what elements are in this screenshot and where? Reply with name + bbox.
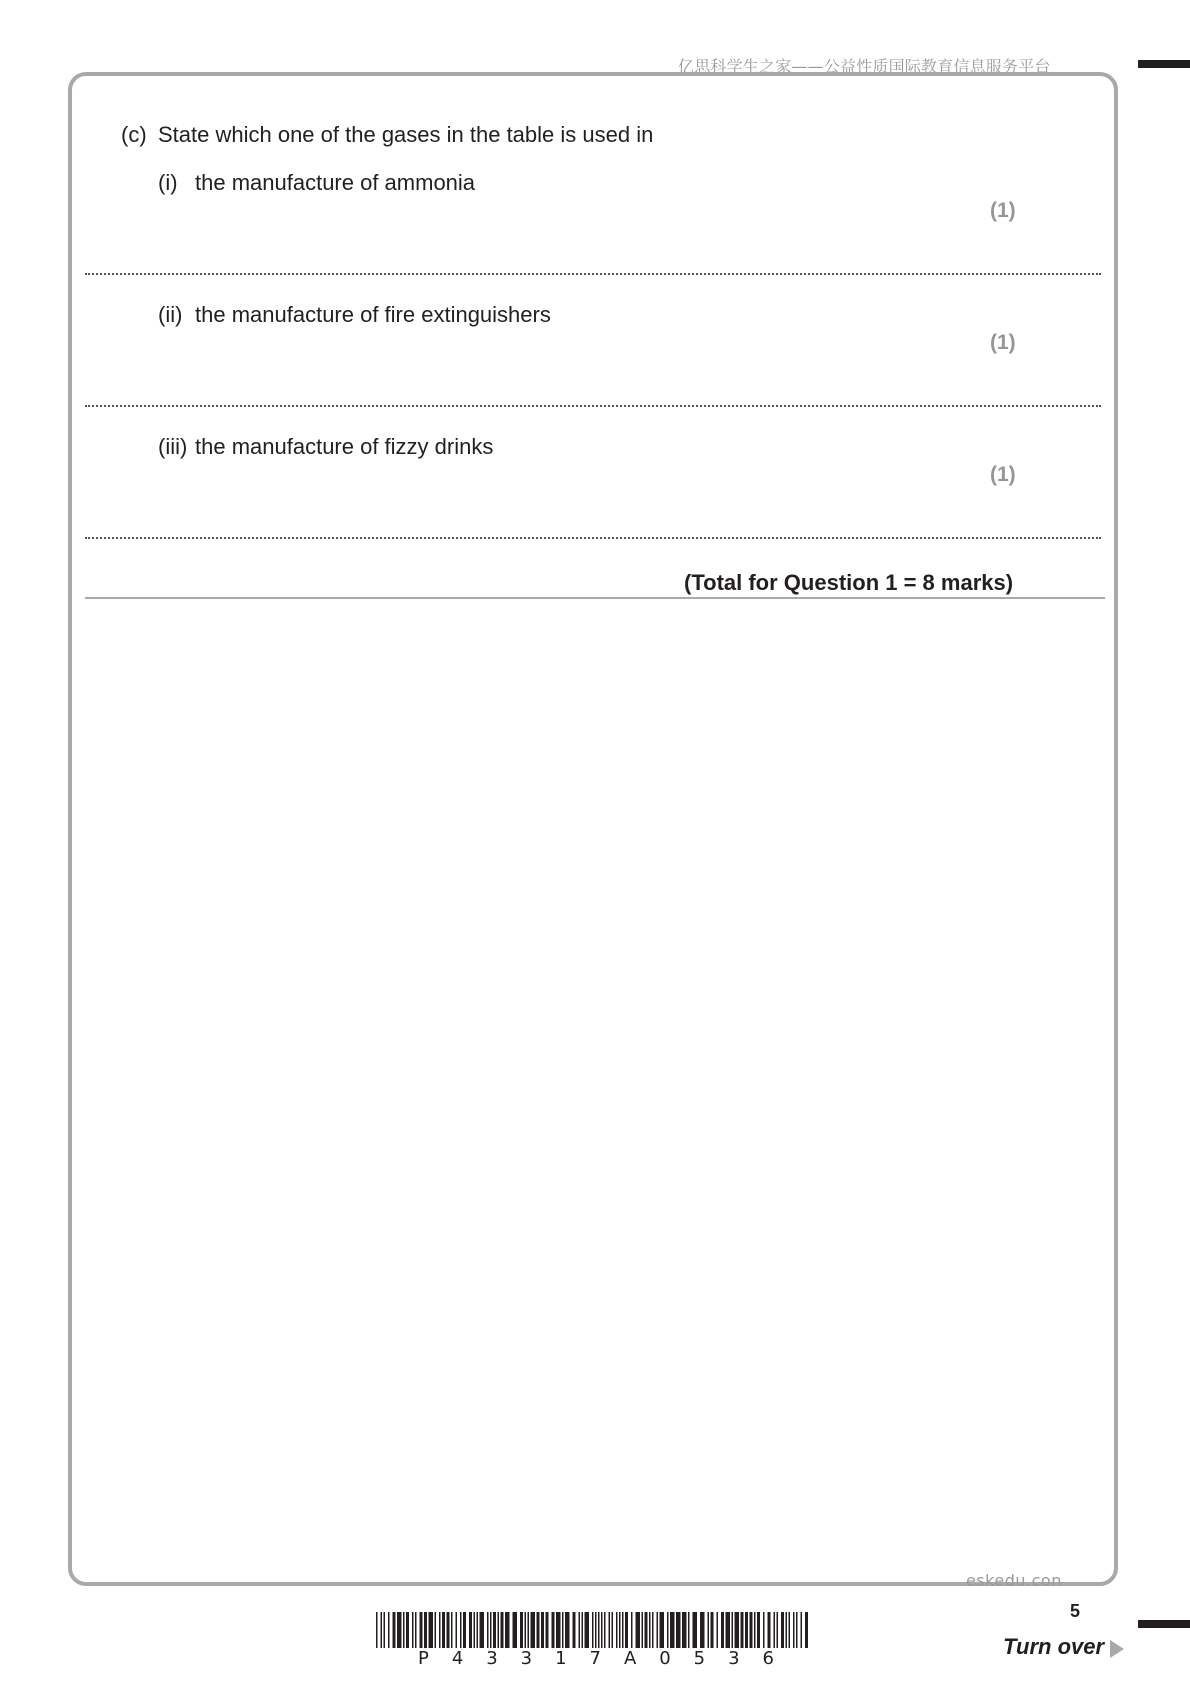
item-label-i: (i) [158,170,178,195]
item-label-ii: (ii) [158,302,183,327]
item-text-i: the manufacture of ammonia [195,170,476,195]
barcode-bar [490,1612,492,1648]
barcode-bar [796,1612,798,1648]
barcode-bar [520,1612,523,1648]
barcode-bar [801,1612,803,1648]
item-label-iii: (iii) [158,434,188,459]
barcode-bar [513,1612,518,1648]
question-stem: State which one of the gases in the table is used in [158,122,654,147]
barcode-char: P [418,1648,429,1669]
barcode-bar [456,1612,458,1648]
barcode-bar [642,1612,644,1648]
barcode-bar [622,1612,624,1648]
barcode-bar [717,1612,719,1648]
barcode-bar [616,1612,618,1648]
barcode-bar [406,1612,409,1648]
barcode-bar [582,1612,584,1648]
barcode-bar [649,1612,651,1648]
barcode-bar [781,1612,784,1648]
barcode-bar [741,1612,744,1648]
barcode-bar [579,1612,581,1648]
turn-over-label: Turn over [1003,1634,1105,1659]
barcode-bar [670,1612,675,1648]
barcode-bar [721,1612,724,1648]
barcode-char: 5 [693,1648,706,1669]
barcode-bar [676,1612,681,1648]
barcode-bar [565,1612,570,1648]
answer-frame [68,72,1118,1586]
part-label: (c) [121,122,147,147]
mark-allocation-i: (1) [990,199,1016,222]
barcode-bar [726,1612,731,1648]
barcode-bar [805,1612,808,1648]
barcode-bar [625,1612,628,1648]
barcode-bar [439,1612,441,1648]
registration-mark-bottom [1138,1620,1190,1628]
barcode-bar [528,1612,530,1648]
barcode-bar [660,1612,665,1648]
barcode-bar [480,1612,485,1648]
barcode-bar [711,1612,714,1648]
barcode-bar [498,1612,500,1648]
page-number: 5 [1070,1601,1081,1621]
answer-line-iii[interactable] [85,537,1101,539]
mark-allocation-ii: (1) [990,331,1016,354]
barcode-bar [745,1612,748,1648]
barcode-char: 7 [589,1648,601,1669]
barcode-bar [469,1612,472,1648]
barcode-bar [397,1612,402,1648]
barcode-bar [682,1612,687,1648]
barcode-bar [403,1612,405,1648]
barcode-bar [763,1612,765,1648]
barcode-bar [460,1612,462,1648]
barcode [376,1612,810,1648]
barcode-bar [631,1612,633,1648]
barcode-bar [384,1612,386,1648]
barcode-bar [667,1612,669,1648]
barcode-text [418,1648,774,1669]
barcode-char: A [623,1648,637,1669]
barcode-bar [525,1612,527,1648]
barcode-bar [598,1612,600,1648]
barcode-bar [754,1612,756,1648]
barcode-bar [501,1612,504,1648]
barcode-bar [556,1612,561,1648]
barcode-bar [415,1612,417,1648]
barcode-bar [757,1612,760,1648]
barcode-bar [585,1612,590,1648]
barcode-char: 3 [728,1648,740,1669]
item-text-ii: the manufacture of fire extinguishers [195,302,551,327]
barcode-bar [786,1612,788,1648]
barcode-bar [376,1612,378,1648]
header-watermark: 亿思科学生之家——公益性质国际教育信息服务平台 [678,57,1051,76]
item-text-iii: the manufacture of fizzy drinks [195,434,494,459]
barcode-bar [552,1612,555,1648]
barcode-bar [442,1612,445,1648]
barcode-bar [793,1612,795,1648]
barcode-bar [645,1612,648,1648]
barcode-bar [393,1612,396,1648]
barcode-bar [652,1612,654,1648]
barcode-bar [505,1612,510,1648]
barcode-bar [609,1612,611,1648]
barcode-bar [636,1612,641,1648]
barcode-bar [562,1612,564,1648]
barcode-bar [493,1612,496,1648]
barcode-bar [474,1612,476,1648]
barcode-bar [546,1612,549,1648]
answer-line-ii[interactable] [85,405,1101,407]
barcode-bar [388,1612,390,1648]
barcode-char: 1 [555,1648,567,1669]
barcode-char: 6 [762,1648,774,1669]
barcode-bar [537,1612,540,1648]
barcode-bar [424,1612,427,1648]
mark-allocation-iii: (1) [990,463,1016,486]
answer-line-i[interactable] [85,273,1101,275]
barcode-char: 4 [451,1648,464,1669]
footer-watermark: eskedu.con [966,1571,1062,1590]
barcode-bar [750,1612,753,1648]
barcode-bar [619,1612,621,1648]
turn-over-arrow-icon [1110,1640,1124,1658]
barcode-bar [595,1612,597,1648]
total-rule [85,597,1105,599]
barcode-bar [612,1612,614,1648]
question-total: (Total for Question 1 = 8 marks) [684,570,1014,595]
barcode-char: 3 [486,1648,498,1669]
barcode-bar [774,1612,776,1648]
barcode-bar [420,1612,423,1648]
barcode-bar [487,1612,489,1648]
barcode-bar [657,1612,659,1648]
barcode-bar [735,1612,740,1648]
barcode-bar [708,1612,710,1648]
barcode-bar [477,1612,479,1648]
barcode-bar [429,1612,434,1648]
barcode-char: 3 [520,1648,533,1669]
registration-mark-top [1138,60,1190,68]
barcode-bar [381,1612,383,1648]
barcode-bar [447,1612,450,1648]
barcode-bar [700,1612,705,1648]
barcode-bar [768,1612,771,1648]
barcode-bar [435,1612,437,1648]
barcode-bar [451,1612,453,1648]
barcode-bar [604,1612,606,1648]
barcode-bar [531,1612,536,1648]
barcode-bar [573,1612,576,1648]
barcode-bar [732,1612,734,1648]
barcode-bar [688,1612,690,1648]
barcode-bar [541,1612,544,1648]
barcode-bar [463,1612,466,1648]
barcode-bar [412,1612,414,1648]
barcode-bar [592,1612,594,1648]
barcode-bar [693,1612,698,1648]
barcode-bar [777,1612,779,1648]
barcode-bar [601,1612,603,1648]
barcode-char: 0 [659,1648,671,1669]
barcode-bar [789,1612,791,1648]
